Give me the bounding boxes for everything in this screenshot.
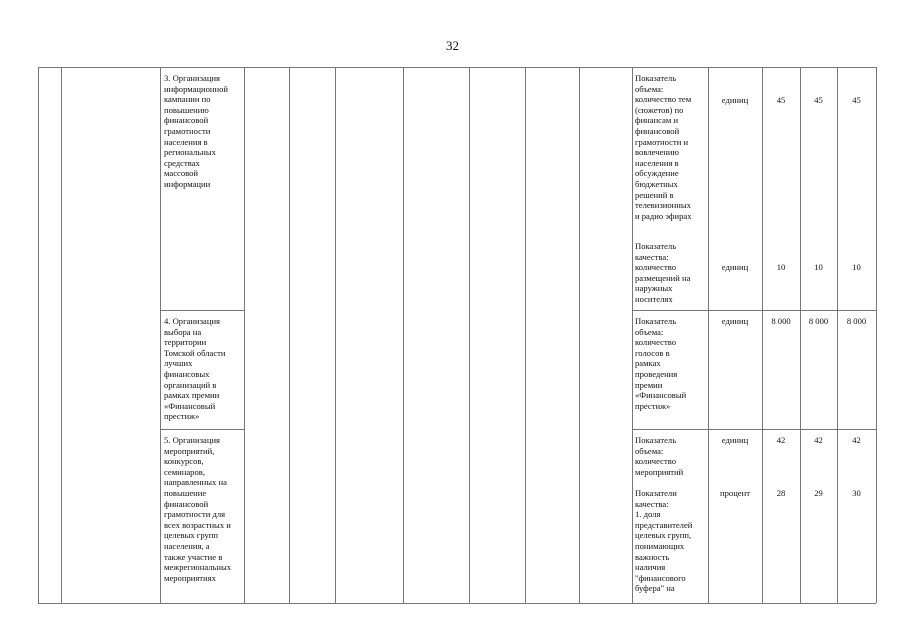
value-cell: 29	[814, 488, 823, 498]
col-border	[632, 67, 633, 603]
value-cell: 28	[776, 488, 786, 498]
indicator-cell: Показатель объема: количество тем (сюжетов) по финансам и финансовой грамотности и вовлечению населения в обсуждение бюджетных решений в телевизионных и радио эфирах	[635, 73, 692, 221]
unit-cell: единиц	[721, 262, 749, 272]
value-cell: 45	[814, 95, 823, 105]
value-cell: 10	[776, 262, 786, 272]
row-border	[632, 310, 876, 311]
value-cell: 8 000	[808, 316, 829, 326]
value-cell: 30	[852, 488, 861, 498]
col-border	[335, 67, 336, 603]
col-border	[762, 67, 763, 603]
col-border	[579, 67, 580, 603]
activity-cell: 5. Организация мероприятий, конкурсов, семинаров, направленных на повышение финансовой грамотности для всех возрастных и целевых групп населения, а также участие в межрегиональных мероприятиях	[164, 435, 232, 583]
col-border	[708, 67, 709, 603]
value-cell: 8 000	[846, 316, 867, 326]
activity-cell: 4. Организация выбора на территории Томской области лучших финансовых организаций в рамках премии «Финансовый престиж»	[164, 316, 226, 422]
indicator-cell: Показатели качества: 1. доля представителей целевых групп, понимающих важность наличия "финансового буфера" на	[635, 488, 693, 594]
value-cell: 45	[852, 95, 861, 105]
row-border	[38, 603, 876, 604]
value-cell: 42	[776, 435, 786, 445]
activity-cell: 3. Организация информационной кампании по повышению финансовой грамотности населения в региональных средствах массовой информации	[164, 73, 229, 189]
unit-cell: единиц	[721, 95, 749, 105]
unit-cell: процент	[720, 488, 750, 498]
row-border	[160, 429, 244, 430]
page-number: 32	[446, 38, 459, 53]
value-cell: 42	[852, 435, 861, 445]
value-cell: 45	[776, 95, 786, 105]
col-border	[61, 67, 62, 603]
col-border	[160, 67, 161, 603]
col-border	[38, 67, 39, 603]
row-border	[160, 310, 244, 311]
indicator-cell: Показатель объема: количество голосов в рамках проведения премии «Финансовый престиж»	[635, 316, 687, 411]
value-cell: 10	[852, 262, 861, 272]
row-border	[632, 429, 876, 430]
col-border	[876, 67, 877, 603]
col-border	[469, 67, 470, 603]
value-cell: 8 000	[771, 316, 791, 326]
col-border	[244, 67, 245, 603]
col-border	[837, 67, 838, 603]
unit-cell: единиц	[721, 435, 749, 445]
col-border	[403, 67, 404, 603]
col-border	[800, 67, 801, 603]
indicator-cell: Показатель качества: количество размещений на наружных носителях	[635, 241, 691, 304]
value-cell: 42	[814, 435, 823, 445]
value-cell: 10	[814, 262, 823, 272]
row-border	[38, 67, 876, 68]
col-border	[525, 67, 526, 603]
unit-cell: единиц	[721, 316, 749, 326]
col-border	[289, 67, 290, 603]
indicator-cell: Показатель объема: количество мероприятий	[635, 435, 684, 477]
